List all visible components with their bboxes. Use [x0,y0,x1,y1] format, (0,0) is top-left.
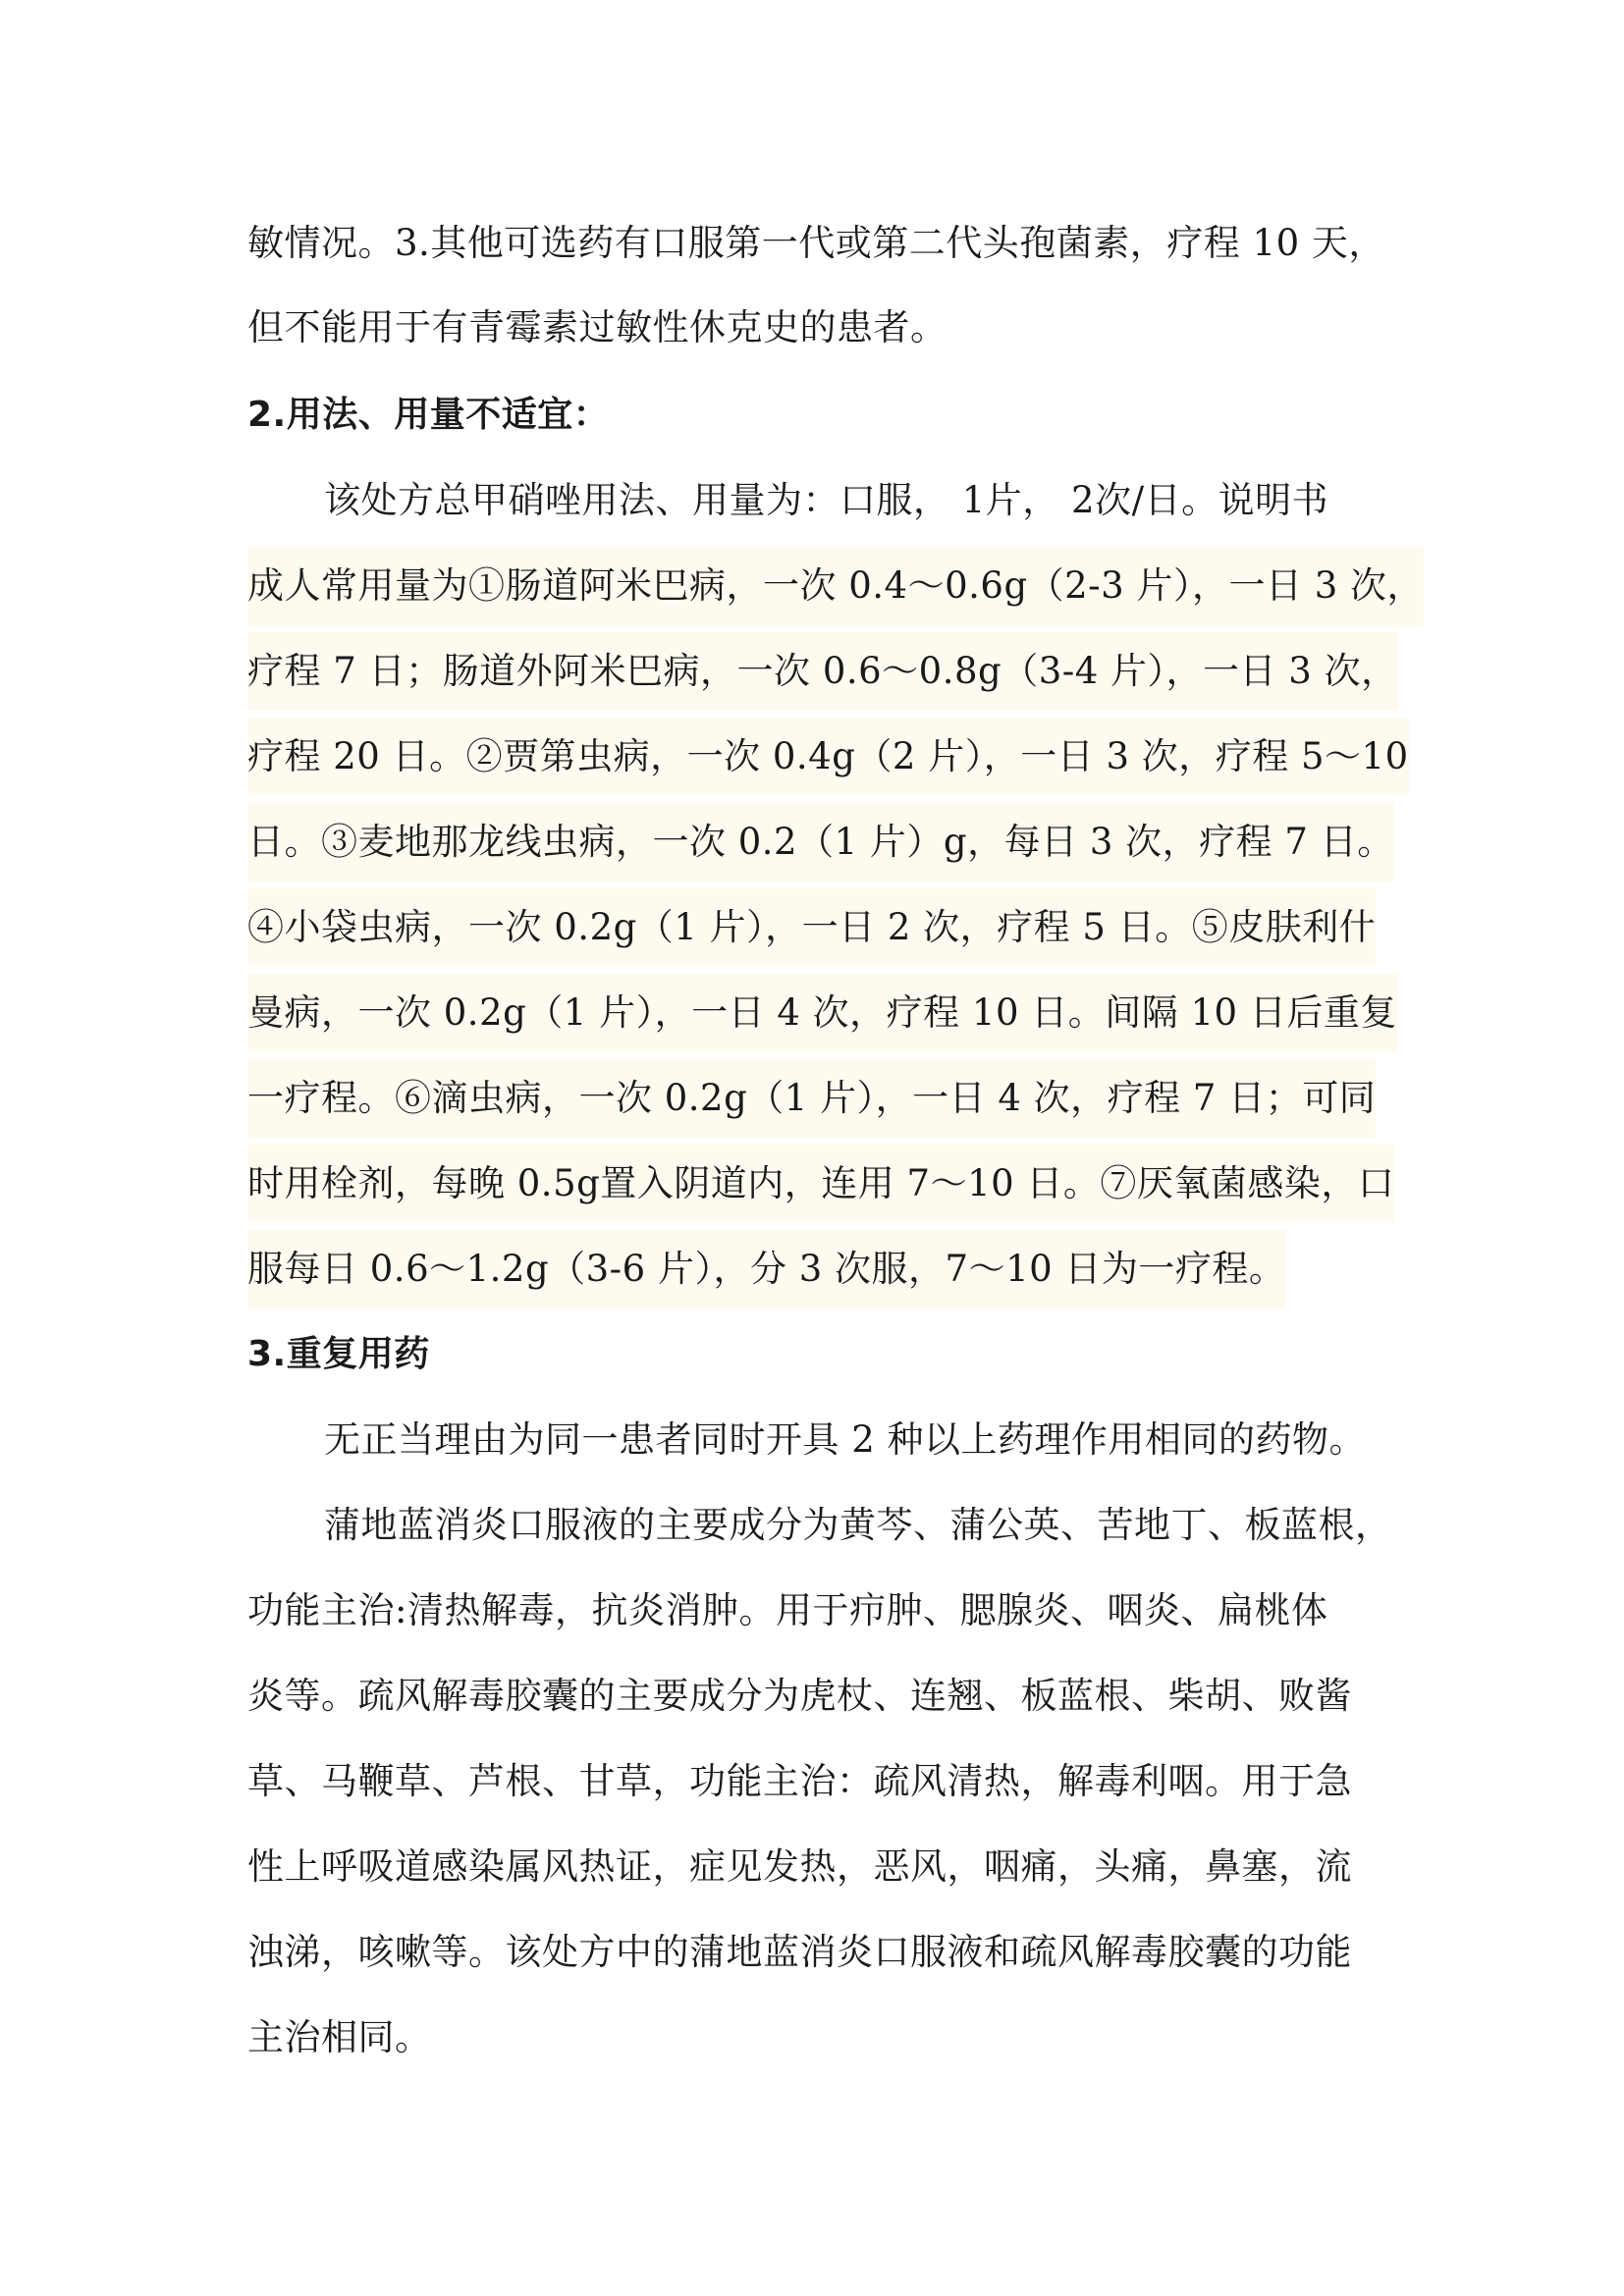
text-line: 蒲地蓝消炎口服液的主要成分为黄芩、蒲公英、苦地丁、板蓝根， [324,1504,1392,1546]
section-heading: 2.用法、用量不适宜： [247,395,610,435]
text-line: 草、马鞭草、芦根、甘草，功能主治：疏风清热，解毒利咽。用于急 [247,1760,1352,1802]
text-line: 疗程 7 日；肠道外阿米巴病，一次 0.6～0.8g（3-4 片），一日 3 次， [247,632,1398,711]
text-line: 浊涕，咳嗽等。该处方中的蒲地蓝消炎口服液和疏风解毒胶囊的功能 [247,1931,1352,1973]
text-line: 曼病，一次 0.2g（1 片），一日 4 次，疗程 10 日。间隔 10 日后重复 [247,974,1397,1052]
text-line: 炎等。疏风解毒胶囊的主要成分为虎杖、连翘、板蓝根、柴胡、败酱 [247,1675,1352,1717]
text-line: 一疗程。⑥滴虫病，一次 0.2g（1 片），一日 4 次，疗程 7 日；可同 [247,1059,1376,1138]
text-line: 性上呼吸道感染属风热证，症见发热，恶风，咽痛，头痛，鼻塞，流 [247,1845,1352,1888]
text-line: 成人常用量为①肠道阿米巴病，一次 0.4～0.6g（2-3 片），一日 3 次， [247,547,1424,625]
text-line: ④小袋虫病，一次 0.2g（1 片），一日 2 次，疗程 5 日。⑤皮肤利什 [247,888,1376,967]
text-line: 该处方总甲硝唑用法、用量为：口服， 1片， 2次/日。说明书 [324,479,1329,521]
text-line: 无正当理由为同一患者同时开具 2 种以上药理作用相同的药物。 [324,1418,1367,1461]
text-line: 但不能用于有青霉素过敏性休克史的患者。 [247,306,947,348]
text-line: 敏情况。3.其他可选药有口服第一代或第二代头孢菌素，疗程 10 天， [247,222,1385,264]
text-line: 主治相同。 [247,2016,432,2058]
text-line: 功能主治:清热解毒，抗炎消肿。用于疖肿、腮腺炎、咽炎、扁桃体 [247,1589,1328,1631]
text-line: 时用栓剂，每晚 0.5g置入阴道内，连用 7～10 日。⑦厌氧菌感染，口 [247,1145,1394,1223]
section-heading: 3.重复用药 [247,1334,430,1374]
text-line: 服每日 0.6～1.2g（3-6 片），分 3 次服，7～10 日为一疗程。 [247,1230,1285,1308]
text-line: 日。③麦地那龙线虫病，一次 0.2（1 片）g，每日 3 次，疗程 7 日。 [247,803,1394,881]
text-line: 疗程 20 日。②贾第虫病，一次 0.4g（2 片），一日 3 次，疗程 5～10 [247,718,1409,796]
